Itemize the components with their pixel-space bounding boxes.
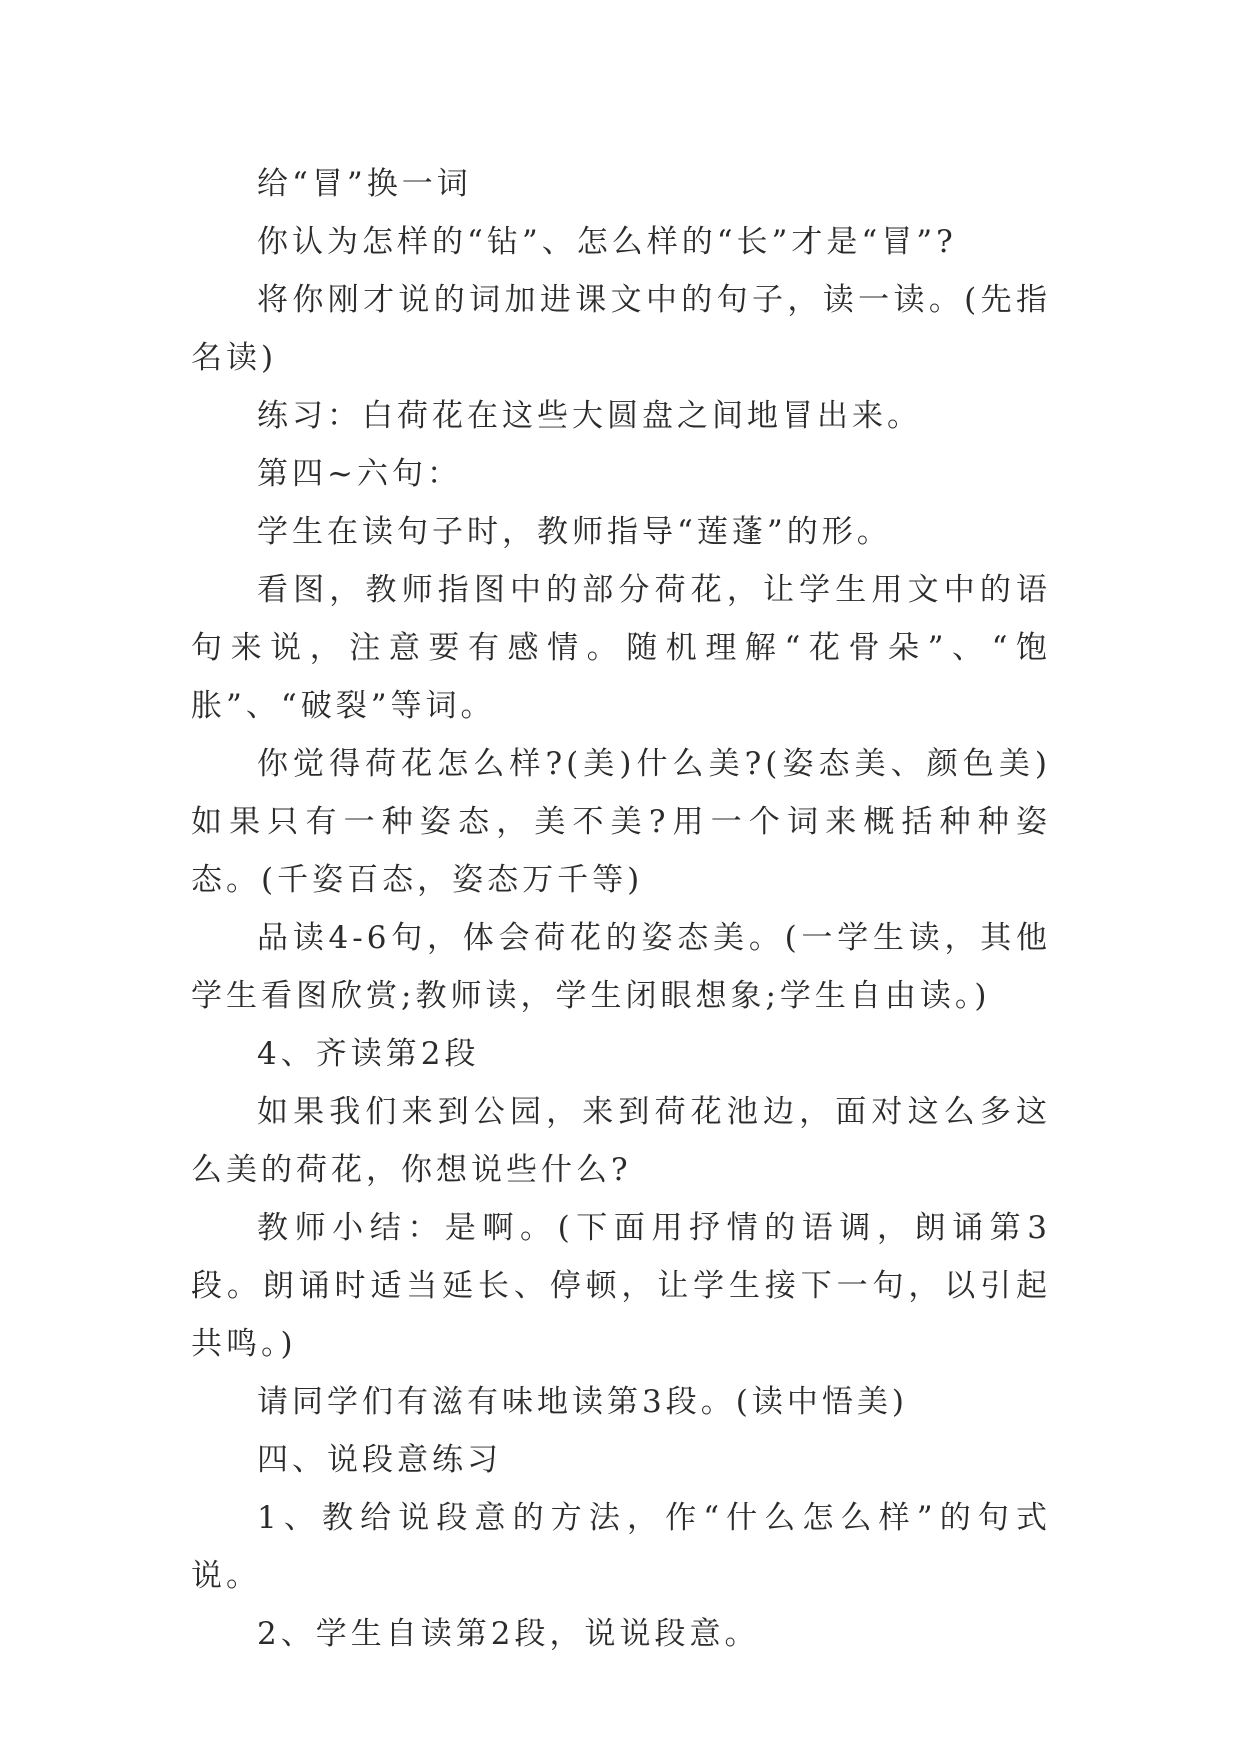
paragraph-method: 1、教给说段意的方法，作“什么怎么样”的句式说。 [191,1500,1051,1594]
paragraph-read-section-2: 4、齐读第2段 [257,1036,480,1072]
paragraph-practice: 练习：白荷花在这些大圆盘之间地冒出来。 [257,398,922,434]
paragraph-sentences-4-6: 第四~六句： [257,456,462,492]
paragraph-lianpeng: 学生在读句子时，教师指导“莲蓬”的形。 [257,514,892,550]
paragraph-look-at-picture: 看图，教师指图中的部分荷花，让学生用文中的语句来说，注意要有感情。随机理解“花骨朵”、“饱胀”、“破裂”等词。 [191,572,1051,724]
paragraph-teacher-summary: 教师小结：是啊。(下面用抒情的语调，朗诵第3段。朗诵时适当延长、停顿，让学生接下一句，以引起共鸣。) [191,1210,1051,1362]
paragraph-replace-word: 给“冒”换一词 [257,166,472,202]
document-body [191,155,1051,1663]
paragraph-visit-park: 如果我们来到公园，来到荷花池边，面对这么多这么美的荷花，你想说些什么? [191,1094,1051,1188]
paragraph-lotus-beauty: 你觉得荷花怎么样?(美)什么美?(姿态美、颜色美)如果只有一种姿态，美不美?用一个词来概括种种姿态。(千姿百态，姿态万千等) [191,746,1051,898]
paragraph-read-4-6: 品读4-6句，体会荷花的姿态美。(一学生读，其他学生看图欣赏;教师读，学生闭眼想象;学生自由读。) [191,920,1051,1014]
section-heading-4: 四、说段意练习 [257,1442,502,1478]
paragraph-read-sentence: 将你刚才说的词加进课文中的句子，读一读。(先指名读) [191,282,1051,376]
paragraph-read-section-3: 请同学们有滋有味地读第3段。(读中悟美) [257,1384,908,1420]
paragraph-question-mao: 你认为怎样的“钻”、怎么样的“长”才是“冒”? [257,224,957,260]
paragraph-self-read: 2、学生自读第2段，说说段意。 [257,1616,760,1652]
